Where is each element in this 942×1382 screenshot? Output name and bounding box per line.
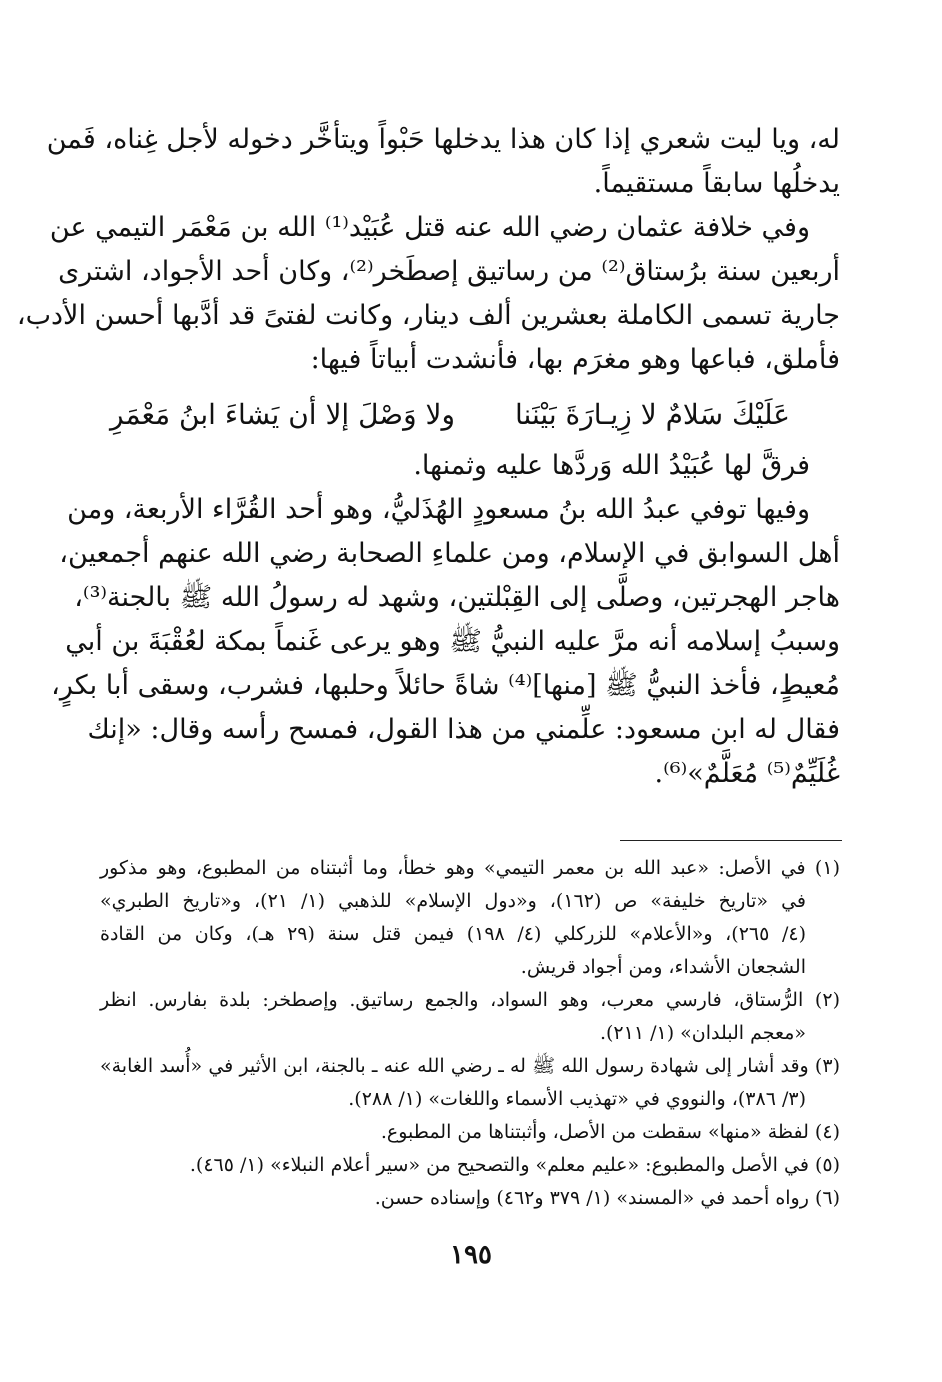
text-line: وفي خلافة عثمان رضي الله عنه قتل عُبَيْد⁽¹⁾ الله بن مَعْمَر التيمي عن <box>49 212 810 243</box>
footnote-line: (٥) في الأصل والمطبوع: «عليم معلم» والتصحيح من «سير أعلام النبلاء» (١/ ٤٦٥). <box>189 1154 840 1176</box>
text-line: فرقَّ لها عُبَيْدُ الله وَردَّها عليه وثمنها. <box>413 450 810 481</box>
footnote-line: في «تاريخ خليفة» ص (١٦٢)، و«دول الإسلام» للذهبي (١/ ٢١)، و«تاريخ الطبري» <box>100 890 806 912</box>
text-line: أربعين سنة برُستاق⁽²⁾ من رساتيق إصطَخر⁽²⁾، وكان أحد الأجواد، اشترى <box>58 256 840 287</box>
main-text <box>16 118 840 796</box>
verse-first-hemistich: عَلَيْكَ سَلامٌ لا زِيـارَةَ بَيْنَنا <box>514 398 790 431</box>
text-line: فقال له ابن مسعود: علِّمني من هذا القول، فمسح رأسه وقال: «إنك <box>87 714 840 745</box>
footnote-line: (١) في الأصل: «عبد الله بن معمر التيمي» وهو خطأ، وما أثبتناه من المطبوع، وهو مذكور <box>100 857 840 879</box>
footnote-line: (٣/ ٣٨٦)، والنووي في «تهذيب الأسماء واللغات» (١/ ٢٨٨). <box>348 1088 806 1110</box>
text-line: له، ويا ليت شعري إذا كان هذا يدخلها حَبْواً ويتأخَّر دخوله لأجل غِناه، فَمن <box>46 124 840 155</box>
footnote-line: (٦) رواه أحمد في «المسند» (١/ ٣٧٩ و٤٦٢) وإسناده حسن. <box>374 1187 840 1209</box>
poem-verse <box>100 392 840 438</box>
text-line: غُلَيِّمٌ⁽⁵⁾ مُعَلَّمٌ»⁽⁶⁾. <box>654 758 840 789</box>
text-line: أهل السوابق في الإسلام، ومن علماءِ الصحابة رضي الله عنهم أجمعين، <box>59 538 840 569</box>
text-line: يدخلُها سابقاً مستقيماً. <box>593 168 840 199</box>
text-line: وسببُ إسلامه أنه مرَّ عليه النبيُّ ﷺ وهو يرعى غَنماً بمكة لعُقْبَةَ بن أبي <box>65 626 840 657</box>
text-line: وفيها توفي عبدُ الله بنُ مسعودٍ الهُذَليُّ، وهو أحد القُرَّاء الأربعة، ومن <box>67 494 810 525</box>
footnote-separator <box>620 840 842 841</box>
text-line: هاجر الهجرتين، وصلَّى إلى القِبْلتين، وشهد له رسولُ الله ﷺ بالجنة⁽³⁾، <box>74 582 840 613</box>
footnote-line: (٢) الرُّستاق، فارسي معرب، وهو السواد، والجمع رساتيق. وإصطخر: بلدة بفارس. انظر <box>100 989 840 1011</box>
footnotes <box>100 852 840 1215</box>
footnote-line: الشجعان الأشداء، ومن أجواد قريش. <box>520 956 806 978</box>
text-line: فأملق، فباعها وهو مغرَم بها، فأنشدت أبياتاً فيها: <box>310 344 840 375</box>
text-line: جارية تسمى الكاملة بعشرين ألف دينار، وكانت لفتىً قد أدَّبها أحسن الأدب، <box>16 300 840 331</box>
text-line: مُعيطٍ، فأخذ النبيُّ ﷺ [منها]⁽⁴⁾ شاةً حائلاً وحلبها، فشرب، وسقى أبا بكرٍ، <box>51 670 840 701</box>
footnote-line: (٤/ ٢٦٥)، و«الأعلام» للزركلي (٤/ ١٩٨) فيمن قتل سنة (٢٩ هـ)، وكان من القادة <box>100 923 806 945</box>
footnote-line: «معجم البلدان» (١/ ٢١١). <box>599 1022 806 1044</box>
footnote-line: (٤) لفظة «منها» سقطت من الأصل، وأثبتناها من المطبوع. <box>380 1121 840 1143</box>
verse-second-hemistich: ولا وَصْلَ إلا أن يَشاءَ ابنُ مَعْمَرِ <box>110 398 455 431</box>
footnote-line: (٣) وقد أشار إلى شهادة رسول الله ﷺ له ـ رضي الله عنه ـ بالجنة، ابن الأثير في «أُسد الغابة» <box>100 1055 840 1077</box>
page-number: ١٩٥ <box>450 1240 492 1270</box>
